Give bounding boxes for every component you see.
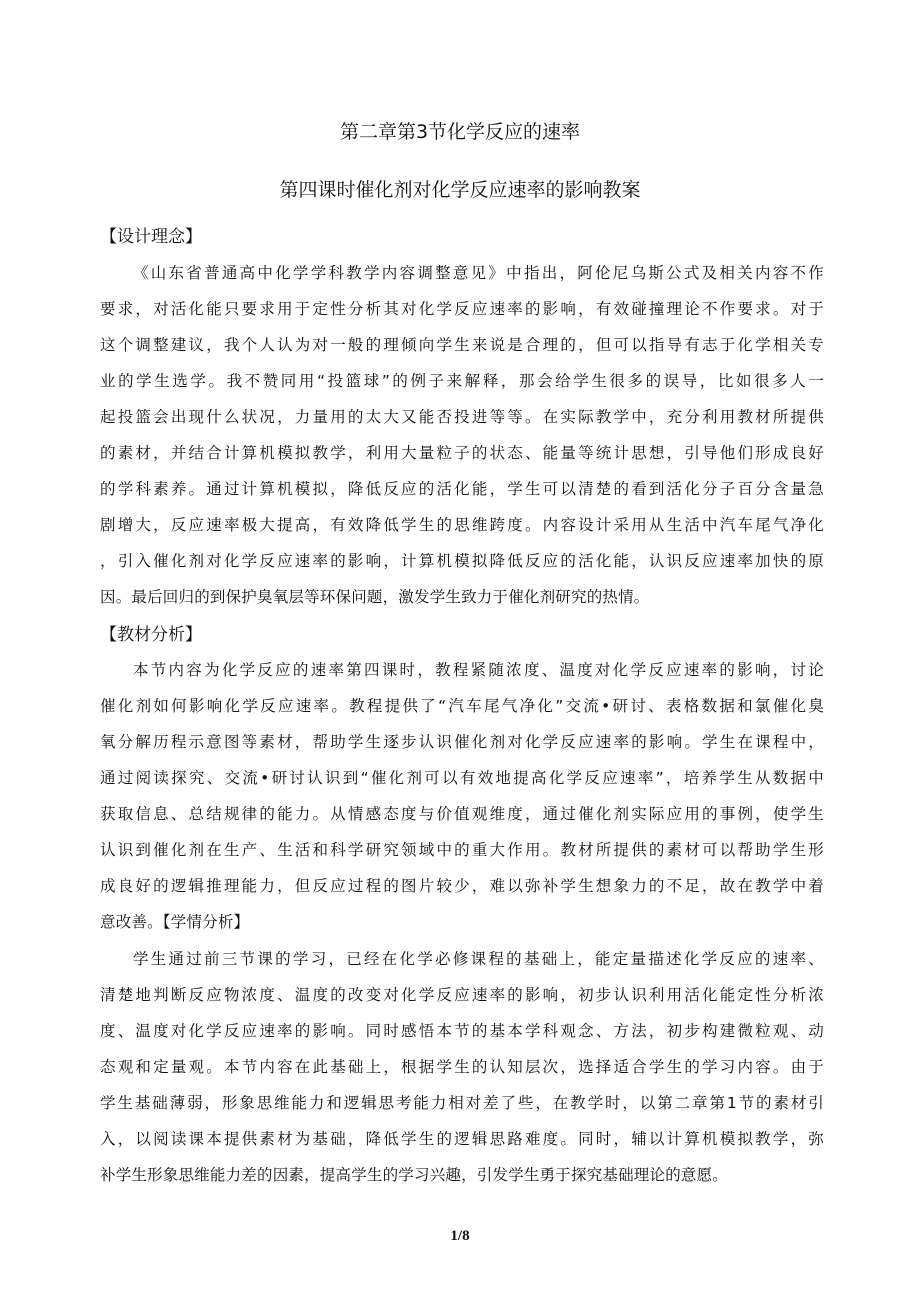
paragraph-line: 催化剂如何影响化学反应速率。教程提供了“汽车尾气净化”交流•研讨、表格数据和氯催化臭 (100, 697, 824, 715)
document-subtitle: 第四课时催化剂对化学反应速率的影响教案 (279, 179, 641, 201)
section-heading-design: 【设计理念】 (100, 227, 202, 247)
paragraph-line: 起投篮会出现什么状况，力量用的太大又能否投进等等。在实际教学中，充分利用教材所提供 (100, 408, 824, 426)
page-number: 1/8 (450, 1228, 470, 1244)
paragraph-line: 因。最后回归的到保护臭氧层等环保问题，激发学生致力于催化剂研究的热情。 (100, 588, 650, 606)
paragraph-line: ，引入催化剂对化学反应速率的影响，计算机模拟降低反应的活化能，认识反应速率加快的原 (100, 552, 824, 570)
paragraph-line: 认识到催化剂在生产、生活和科学研究领域中的重大作用。教材所提供的素材可以帮助学生形 (100, 841, 824, 859)
paragraph-line: 获取信息、总结规律的能力。从情感态度与价值观维度，通过催化剂实际应用的事例，使学生 (100, 805, 824, 823)
paragraph-line: 入，以阅读课本提供素材为基础，降低学生的逻辑思路难度。同时，辅以计算机模拟教学，弥 (100, 1130, 824, 1148)
paragraph-line: 的学科素养。通过计算机模拟，降低反应的活化能，学生可以清楚的看到活化分子百分含量急 (100, 480, 824, 498)
paragraph-line: 氧分解历程示意图等素材，帮助学生逐步认识催化剂对化学反应速率的影响。学生在课程中， (100, 733, 824, 751)
paragraph-line: 补学生形象思维能力差的因素，提高学生的学习兴趣，引发学生勇于探究基础理论的意愿。 (100, 1166, 729, 1184)
paragraph-material-analysis (100, 652, 824, 940)
paragraph-student-analysis (100, 941, 824, 1193)
paragraph-line: 态观和定量观。本节内容在此基础上，根据学生的认知层次，选择适合学生的学习内容。由于 (100, 1058, 824, 1076)
document-title: 第二章第3节化学反应的速率 (339, 121, 581, 143)
paragraph-line: 通过阅读探究、交流•研讨认识到“催化剂可以有效地提高化学反应速率”，培养学生从数据中 (100, 769, 824, 787)
paragraph-line: 本节内容为化学反应的速率第四课时，教程紧随浓度、温度对化学反应速率的影响，讨论 (133, 661, 824, 679)
paragraph-line: 度、温度对化学反应速率的影响。同时感悟本节的基本学科观念、方法，初步构建微粒观、动 (100, 1022, 824, 1040)
paragraph-line: 学生基础薄弱，形象思维能力和逻辑思考能力相对差了些，在教学时，以第二章第1节的素材引 (100, 1094, 824, 1112)
paragraph-line: 剧增大，反应速率极大提高，有效降低学生的思维跨度。内容设计采用从生活中汽车尾气净化 (100, 516, 824, 534)
paragraph-line: 《山东省普通高中化学学科教学内容调整意见》中指出，阿伦尼乌斯公式及相关内容不作 (133, 264, 824, 282)
paragraph-line: 清楚地判断反应物浓度、温度的改变对化学反应速率的影响，初步认识利用活化能定性分析浓 (100, 986, 824, 1004)
paragraph-line: 业的学生选学。我不赞同用“投篮球”的例子来解释，那会给学生很多的误导，比如很多人一 (100, 372, 824, 390)
paragraph-line: 要求，对活化能只要求用于定性分析其对化学反应速率的影响，有效碰撞理论不作要求。对于 (100, 300, 824, 318)
section-heading-material: 【教材分析】 (100, 625, 202, 645)
paragraph-line: 成良好的逻辑推理能力，但反应过程的图片较少，难以弥补学生想象力的不足，故在教学中着 (100, 877, 824, 895)
paragraph-line: 学生通过前三节课的学习，已经在化学必修课程的基础上，能定量描述化学反应的速率、 (133, 950, 824, 968)
paragraph-line: 的素材，并结合计算机模拟教学，利用大量粒子的状态、能量等统计思想，引导他们形成良好 (100, 444, 824, 462)
paragraph-design-concept (100, 255, 824, 615)
paragraph-line: 意改善。【学情分析】 (100, 913, 250, 931)
paragraph-line: 这个调整建议，我个人认为对一般的理倾向学生来说是合理的，但可以指导有志于化学相关专 (100, 336, 824, 354)
